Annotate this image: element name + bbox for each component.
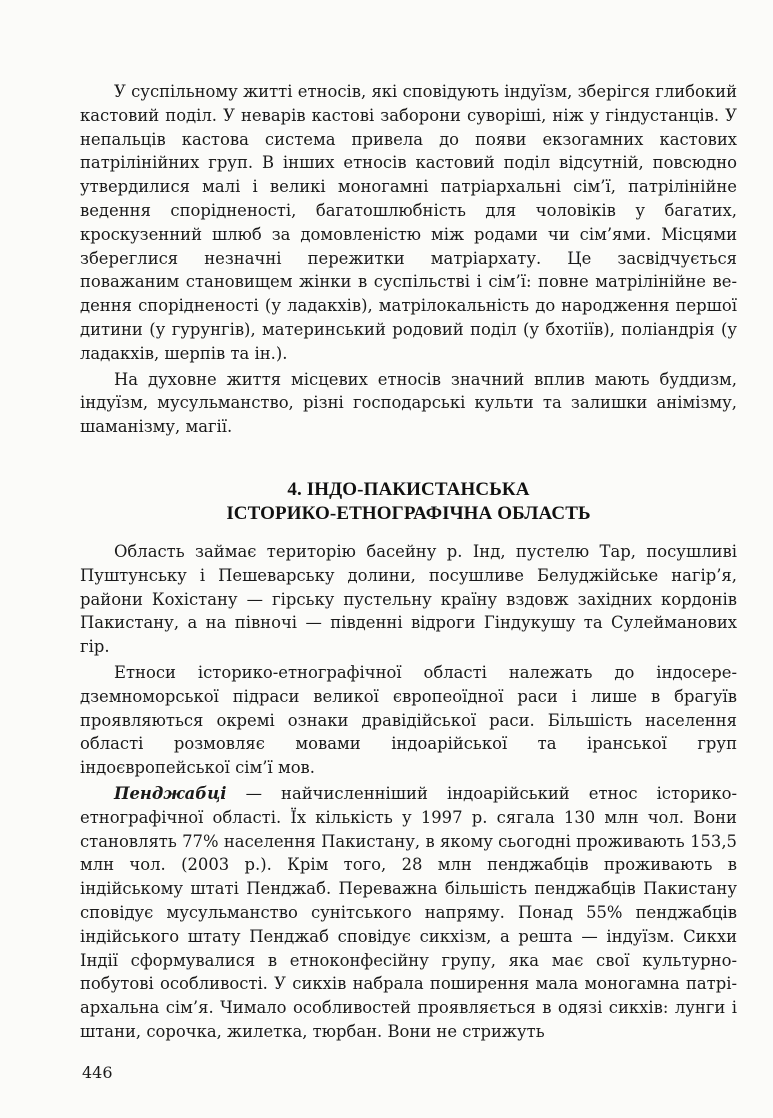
section-heading-line: 4. ІНДО-ПАКИСТАНСЬКА — [287, 479, 530, 500]
paragraph: На духовне життя місцевих етносів значний вплив мають буддизм, індуїзм, мусульманство, різні господарські культи та залишки анімізму, шаманізму, магії. — [80, 369, 737, 437]
text-section-top — [80, 80, 737, 439]
paragraph — [80, 782, 737, 1044]
section-heading — [80, 478, 737, 526]
paragraph: Область займає територію басейну р. Інд, пустелю Тар, посушливі Пуштунську і Пешеварську долини, посушливе Белуджійське нагір’я, райони Кохістану — гірську пустельну країну вздовж західних кордонів Пакистану, а на півночі — південні відроги Гіндукушу та Сулейманових гір. — [80, 542, 737, 657]
paragraph-text: — найчисленніший індоарійський етнос історико-етнографічної області. Їх кількість у 1997 р. сягала 130 млн чол. Вони становлять 77% населення Пакистану, в якому сьогодні проживають 153,5 млн чол. (2003 р.). Крім того, 28 млн пенджабців проживають в індійському штаті Пенджаб. Переважна більшість пенджабців Пакистану сповідує мусульманство сунітського напряму. Понад 55% пенджабців індійського штату Пенджаб сповідує сикхізм, а решта — індуїзм. Сикхи Індії сформувалися в етноконфесійну групу, яка має свої культурно-побутові особливості. У сикхів набрала поширення мала моногамна патріархальна сім’я. Чимало особливостей проявляється в одязі сикхів: лунги і штани, сорочка, жилетка, тюрбан. Вони не стрижуть — [80, 783, 737, 1041]
paragraph: Етноси історико-етнографічної області належать до індосередземноморської підраси великої європеоїдної раси і лише в брагуїв проявляються окремі ознаки дравідійської раси. Більшість населення області розмовляє мовами індоарійської та іранської груп індоєвропейської сім’ї мов. — [80, 662, 737, 778]
page-number: 446 — [82, 1063, 113, 1082]
ethnos-term: Пенджабці — [114, 783, 227, 803]
text-section-main — [80, 540, 737, 1044]
paragraph: У суспільному житті етносів, які сповідують індуїзм, зберігся глибокий кастовий поділ. У неварів кастові заборони суворіші, ніж у гіндустанців. У непальців кастова система привела до появи екзогамних кастових патрілінійних груп. В інших етносів кастовий поділ відсутній, повсюдно утвердилися малі і великі моногамні патріархальні сім’ї, патрілінійне ведення спорідненості, багатошлюбність для чоловіків у багатих, кроскузенний шлюб за домовленістю між родами чи сім’ями. Місцями збереглися незначні пережитки матріархату. Це засвідчується поважаним становищем жінки в суспільстві і сім’ї: повне матрілінійне ведення спорідненості (у ладакхів), матрілокальність до народження першої дитини (у гурунгів), материнський родовий поділ (у бхотіїв), поліандрія (у ладакхів, шерпів та ін.). — [80, 82, 737, 363]
section-heading-line: ІСТОРИКО-ЕТНОГРАФІЧНА ОБЛАСТЬ — [226, 503, 591, 524]
